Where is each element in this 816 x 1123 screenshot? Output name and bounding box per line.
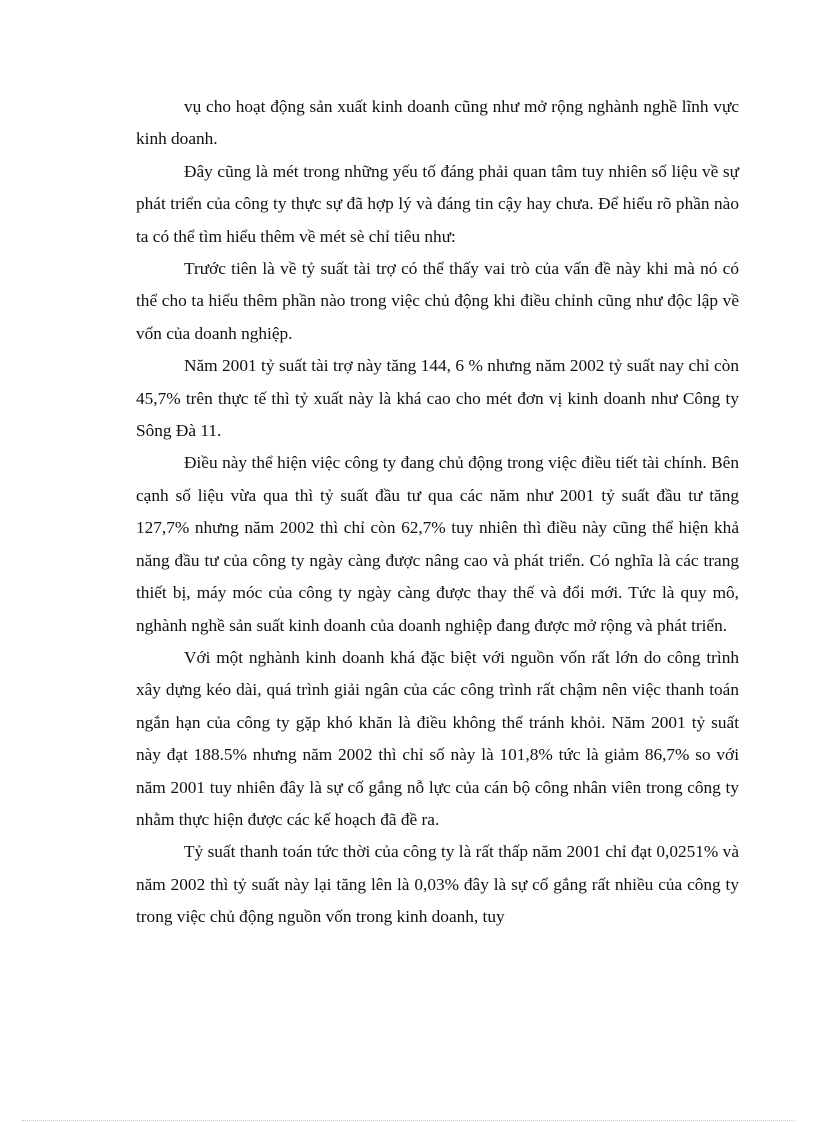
page-bottom-divider: [22, 1120, 794, 1121]
paragraph-1: vụ cho hoạt động sản xuất kinh doanh cũng như mở rộng nghành nghề lĩnh vực kinh doanh.: [136, 97, 739, 149]
paragraph-5: Điều này thể hiện việc công ty đang chủ động trong việc điều tiết tài chính. Bên cạnh số liệu vừa qua thì tỷ suất đầu tư qua các năm như 2001 tỷ suất đầu tư tăng 127,7% nhưng năm 2002 thì chỉ còn 62,7% tuy nhiên thì điều này cũng thể hiện khả năng đầu tư của công ty ngày càng được nâng cao và phát triển. Có nghĩa là các trang thiết bị, máy móc của công ty ngày càng được thay thế và đổi mới. Tức là quy mô, nghành nghề sản suất kinh doanh của doanh nghiệp đang được mở rộng và phát triển.: [136, 453, 739, 635]
paragraph-2: Đây cũng là mét trong những yếu tố đáng phải quan tâm tuy nhiên số liệu về sự phát triển của công ty thực sự đã hợp lý và đáng tin cậy hay chưa. Để hiểu rõ phần nào ta có thể tìm hiểu thêm về mét sè chỉ tiêu như:: [136, 161, 739, 246]
paragraph-7: Tỷ suất thanh toán tức thời của công ty là rất thấp năm 2001 chỉ đạt 0,0251% và năm 2002 thì tỷ suất này lại tăng lên là 0,03% đây là sự cố gắng rất nhiều của công ty trong việc chủ động nguồn vốn trong kinh doanh, tuy: [136, 842, 739, 927]
paragraph-3: Trước tiên là về tỷ suất tài trợ có thể thấy vai trò của vấn đề này khi mà nó có thể cho ta hiểu thêm phần nào trong việc chủ động khi điều chỉnh cũng như độc lập về vốn của doanh nghiệp.: [136, 259, 739, 343]
paragraph-4: Năm 2001 tỷ suất tài trợ này tăng 144, 6 % nhưng năm 2002 tỷ suất nay chỉ còn 45,7% trên thực tế thì tỷ xuất này là khá cao cho mét đơn vị kinh doanh như Công ty Sông Đà 11.: [136, 356, 739, 441]
document-body: [136, 91, 739, 934]
paragraph-6: Với một nghành kinh doanh khá đặc biệt với nguồn vốn rất lớn do công trình xây dựng kéo dài, quá trình giải ngân của các công trình rất chậm nên việc thanh toán ngắn hạn của công ty gặp khó khăn là điều không thể tránh khỏi. Năm 2001 tỷ suất này đạt 188.5% nhưng năm 2002 thì chỉ số này là 101,8% tức là giảm 86,7% so với năm 2001 tuy nhiên đây là sự cố gắng nỗ lực của cán bộ công nhân viên trong công ty nhằm thực hiện được các kế hoạch đã đề ra.: [136, 647, 739, 829]
